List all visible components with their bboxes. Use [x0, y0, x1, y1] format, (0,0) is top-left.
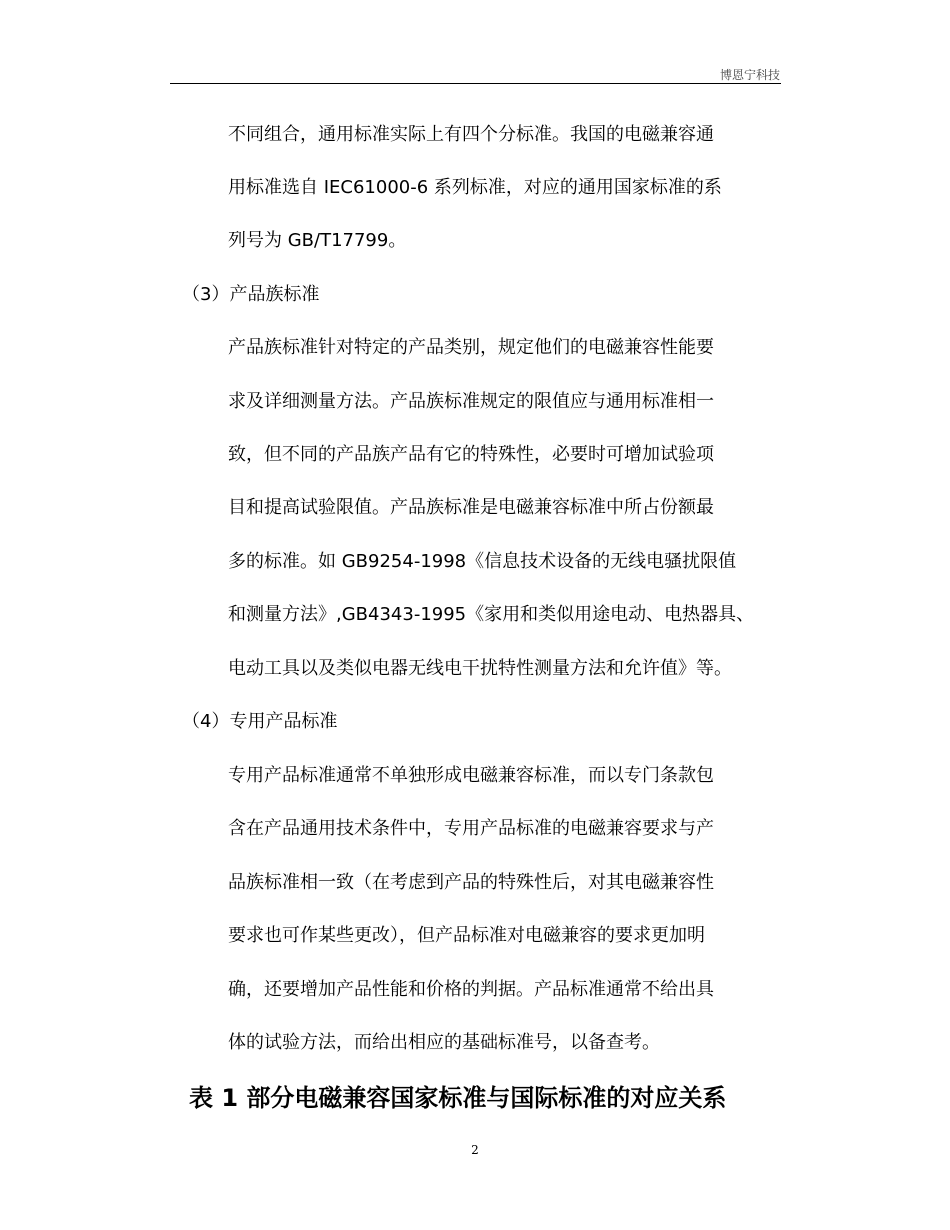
paragraph-line: 列号为 GB/T17799。	[228, 230, 407, 251]
paragraph-line: 求及详细测量方法。产品族标准规定的限值应与通用标准相一	[228, 391, 714, 412]
paragraph-line: 体的试验方法，而给出相应的基础标准号，以备查考。	[228, 1032, 660, 1053]
paragraph-line: 确，还要增加产品性能和价格的判据。产品标准通常不给出具	[228, 979, 714, 1000]
paragraph-line: 要求也可作某些更改），但产品标准对电磁兼容的要求更加明	[228, 925, 705, 946]
paragraph-line: 专用产品标准通常不单独形成电磁兼容标准，而以专门条款包	[228, 765, 714, 786]
paragraph-line: 用标准选自 IEC61000-6 系列标准，对应的通用国家标准的系	[228, 177, 722, 198]
paragraph-line: 和测量方法》,GB4343-1995《家用和类似用途电动、电热器具、	[228, 604, 755, 625]
paragraph-line: 多的标准。如 GB9254-1998《信息技术设备的无线电骚扰限值	[228, 551, 737, 572]
paragraph-line: 产品族标准针对特定的产品类别，规定他们的电磁兼容性能要	[228, 337, 714, 358]
section-heading-product-family: （3）产品族标准	[182, 284, 320, 305]
header-divider	[170, 83, 781, 84]
paragraph-line: 致，但不同的产品族产品有它的特殊性，必要时可增加试验项	[228, 444, 714, 465]
paragraph-line: 品族标准相一致（在考虑到产品的特殊性后，对其电磁兼容性	[228, 872, 714, 893]
page-number: 2	[471, 1143, 479, 1157]
paragraph-line: 不同组合，通用标准实际上有四个分标准。我国的电磁兼容通	[228, 124, 714, 145]
table-title: 表 1 部分电磁兼容国家标准与国际标准的对应关系	[189, 1084, 727, 1112]
paragraph-line: 目和提高试验限值。产品族标准是电磁兼容标准中所占份额最	[228, 497, 714, 518]
paragraph-line: 含在产品通用技术条件中，专用产品标准的电磁兼容要求与产	[228, 818, 714, 839]
section-heading-dedicated-product: （4）专用产品标准	[182, 711, 338, 732]
paragraph-line: 电动工具以及类似电器无线电干扰特性测量方法和允许值》等。	[228, 658, 732, 679]
header-company-name: 博恩宁科技	[719, 68, 780, 82]
